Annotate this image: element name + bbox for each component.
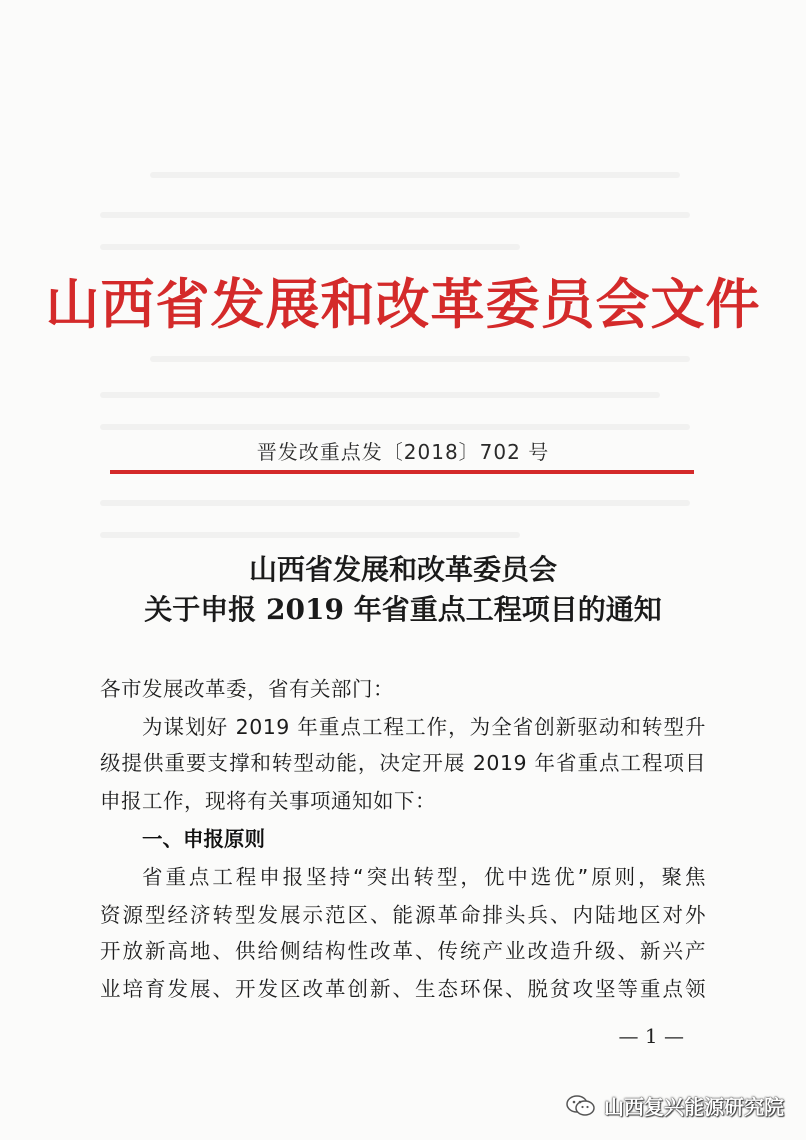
bleed-through-line [100,532,520,538]
paragraph-line: 资源型经济转型发展示范区、能源革命排头兵、内陆地区对外 [100,903,706,927]
page-number: — 1 — [618,1024,684,1048]
paragraph-line: 业培育发展、开发区改革创新、生态环保、脱贫攻坚等重点领 [100,977,706,1001]
section-heading: 一、申报原则 [142,827,265,851]
bleed-through-line [150,172,680,178]
account-watermark [566,1091,784,1120]
salutation: 各市发展改革委，省有关部门： [100,677,394,701]
bleed-through-line [100,212,690,218]
wechat-icon [566,1094,596,1118]
document-number: 晋发改重点发〔2018〕702 号 [256,440,550,464]
notice-title-line-1: 山西省发展和改革委员会 [248,553,557,586]
watermark-text: 山西复兴能源研究院 [604,1095,784,1119]
paragraph-line: 为谋划好 2019 年重点工程工作，为全省创新驱动和转型升 [142,715,706,739]
bleed-through-line [100,424,690,430]
bleed-through-line [100,392,660,398]
paragraph-line: 开放新高地、供给侧结构性改革、传统产业改造升级、新兴产 [100,939,706,963]
bleed-through-line [100,500,690,506]
paragraph-line: 级提供重要支撑和转型动能，决定开展 2019 年省重点工程项目 [100,751,706,775]
notice-title-line-2: 关于申报 2019 年省重点工程项目的通知 [144,593,662,626]
paragraph-line: 省重点工程申报坚持“突出转型，优中选优”原则，聚焦 [142,865,706,889]
paragraph-line: 申报工作，现将有关事项通知如下： [100,789,436,813]
issuer-header-title: 山西省发展和改革委员会文件 [45,272,761,336]
bleed-through-line [150,356,690,362]
red-divider-rule [110,470,694,474]
bleed-through-line [100,244,520,250]
